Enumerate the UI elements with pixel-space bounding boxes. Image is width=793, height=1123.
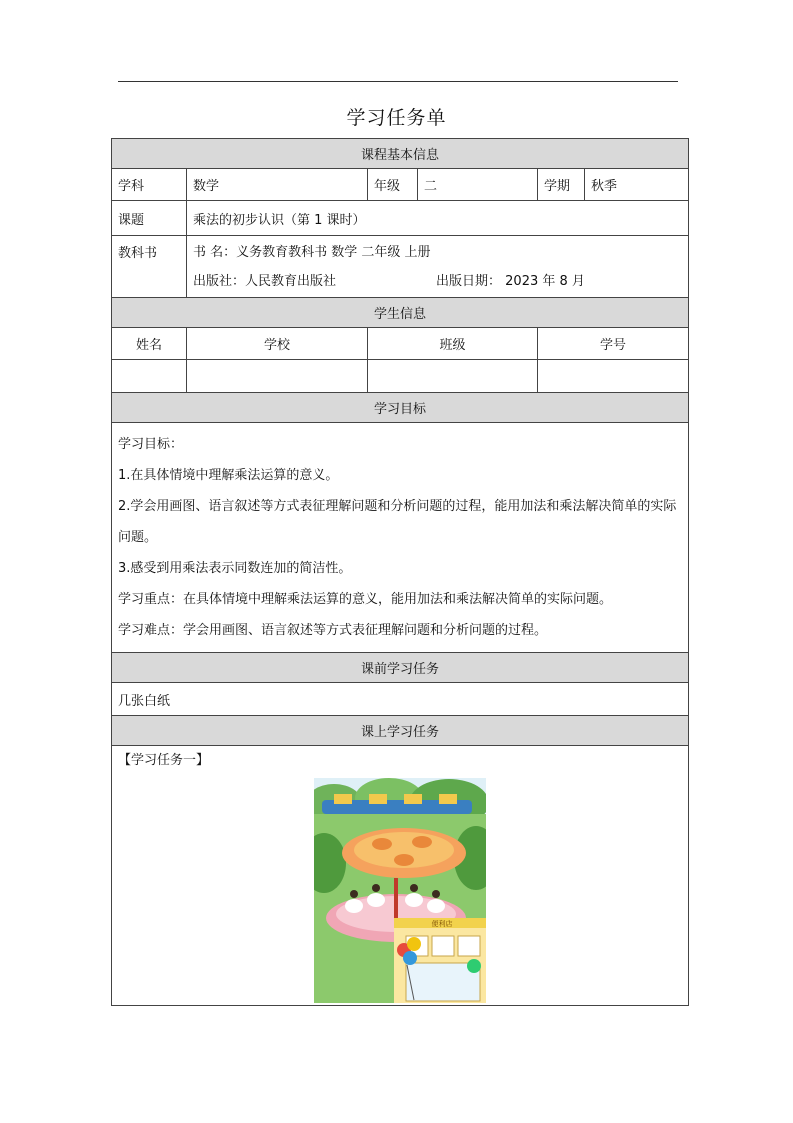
in-class-row [112, 746, 689, 1006]
course-basic-row [112, 169, 689, 201]
name-header: 姓名 [112, 328, 187, 360]
grade-value: 二 [418, 169, 538, 201]
section-learning-goals [112, 393, 689, 423]
school-cell[interactable] [187, 360, 368, 393]
key-point: 学习重点：在具体情境中理解乘法运算的意义，能用加法和乘法解决简单的实际问题。 [118, 592, 613, 607]
topic-row [112, 201, 689, 236]
document-title: 学习任务单 [346, 107, 447, 129]
student-id-cell[interactable] [538, 360, 689, 393]
subject-value: 数学 [187, 169, 368, 201]
goal-item: 3.感受到用乘法表示同数连加的简洁性。 [118, 561, 352, 576]
term-value: 秋季 [585, 169, 689, 201]
student-input-row [112, 360, 689, 393]
pre-class-content: 几张白纸 [112, 683, 689, 716]
section-in-class [112, 716, 689, 746]
topic-label: 课题 [112, 201, 187, 236]
topic-value: 乘法的初步认识（第 1 课时） [187, 201, 689, 236]
book-name-line: 书 名：义务教育教科书 数学 二年级 上册 [193, 244, 431, 260]
goals-content [112, 423, 689, 653]
task-one-label: 【学习任务一】 [118, 753, 210, 768]
name-cell[interactable] [112, 360, 187, 393]
section-title: 课前学习任务 [112, 653, 689, 683]
goal-item: 1.在具体情境中理解乘法运算的意义。 [118, 468, 339, 483]
student-header-row [112, 328, 689, 360]
publisher: 出版社：人民教育出版社 [193, 273, 337, 289]
difficulty-point: 学习难点：学会用画图、语言叙述等方式表征理解问题和分析问题的过程。 [118, 623, 548, 638]
textbook-row [112, 236, 689, 298]
section-course-info [112, 139, 689, 169]
section-title: 课程基本信息 [112, 139, 689, 169]
goals-row [112, 423, 689, 653]
school-header: 学校 [187, 328, 368, 360]
shop-sign: 便利店 [431, 921, 453, 928]
textbook-info [187, 236, 689, 298]
amusement-park-illustration [314, 778, 486, 1003]
section-title: 学生信息 [112, 298, 689, 328]
student-id-header: 学号 [538, 328, 689, 360]
publisher-line [193, 267, 682, 296]
publish-date: 出版日期： 2023 年 8 月 [436, 273, 585, 289]
grade-label: 年级 [368, 169, 418, 201]
section-title: 学习目标 [112, 393, 689, 423]
section-title: 课上学习任务 [112, 716, 689, 746]
header-rule [118, 81, 678, 82]
section-pre-class [112, 653, 689, 683]
goals-heading: 学习目标： [118, 437, 184, 452]
textbook-label: 教科书 [112, 236, 187, 298]
term-label: 学期 [538, 169, 585, 201]
section-student-info [112, 298, 689, 328]
subject-label: 学科 [112, 169, 187, 201]
in-class-content [112, 746, 689, 1006]
task-sheet-table [111, 138, 689, 1006]
class-cell[interactable] [368, 360, 538, 393]
goal-item: 2.学会用画图、语言叙述等方式表征理解问题和分析问题的过程，能用加法和乘法解决简单的实际问题。 [118, 499, 677, 545]
pre-class-row [112, 683, 689, 716]
class-header: 班级 [368, 328, 538, 360]
